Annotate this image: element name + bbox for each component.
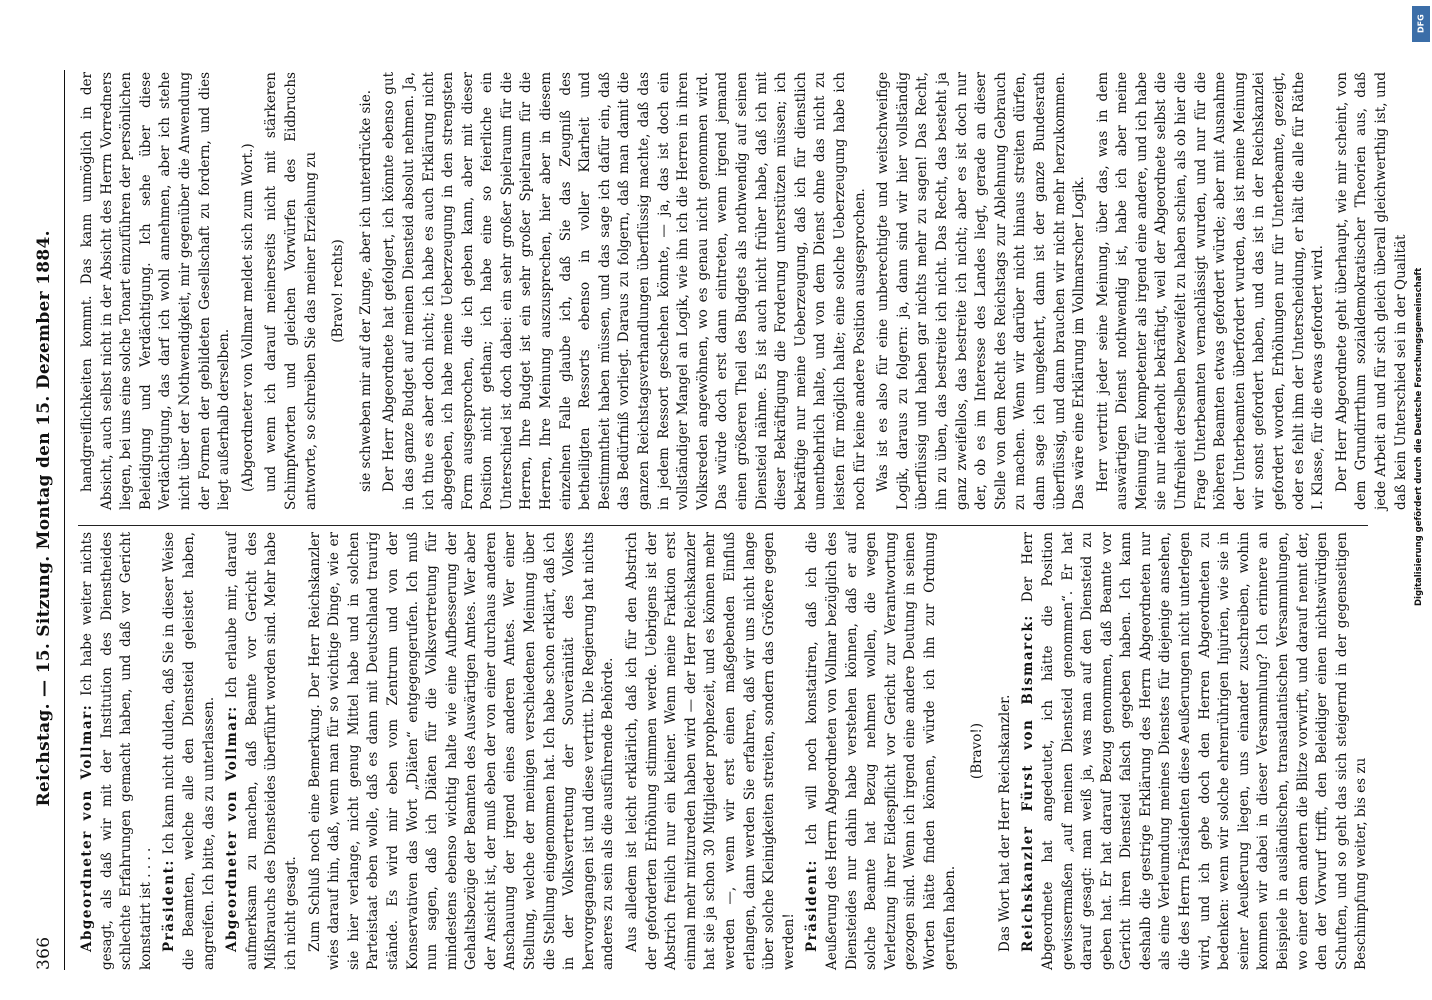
speech-paragraph [1333, 72, 1411, 510]
speech-text: Aus alledem ist leicht erklärlich, daß ich für den Abstrich der geforderten Erhöhung stimmen werde. Uebrigens ist der Abstrich freilich nur ein kleiner. Wenn meine Fraktion erst einmal mehr mitzureden haben wird — der Herr Reichskanzler hat sie ja schon 30 Mitglieder prophezeit, und es können mehr werden —, wenn wir erst einen maßgebenden Einfluß erlangen, dann werden Sie erfahren, daß wir uns nicht lange über solche Kleinigkeiten streiten, sondern das Größere gegen werden! [624, 532, 797, 970]
speech-text: Herr vertritt jeder seine Meinung, über das, was in dem auswärtigen Dienst nothwendig ist, habe ich aber meine Meinung für kompetenter als irgend eine andere, und ich habe sie nur niederholt bekräftigt, weil der Abgeordnete selbst die Unfreiheit derselben bezweifelt zu haben schien, als ob hier die Frage Unterbeamten vernachlässigt wurden, und nur für die höheren Beamten etwas gefordert würde; aber mit Ausnahme der Unterbeamten überfordert wurden, das ist meine Meinung wir sonst gefordert haben, und das ist in der Reichskanzlei gefordert worden, Erhöhungen nur für Unterbeamte, gezeigt, oder es fehlt ihm der Unterscheidung, er hält die alle für Räthe I. Klasse, für die etwas gefordert wird. [1094, 72, 1327, 510]
speech-text: (Abgeordneter von Vollmar meldet sich zum Wort.) [239, 143, 256, 492]
speaker-name: Präsident: [804, 859, 821, 952]
speech-text: Ich habe weiter nichts gesagt, als daß wir mit der Institution des Dienstheides schlechte Erfahrungen gemacht haben, und daß vor Gericht konstatirt ist . . . . [79, 531, 154, 970]
speech-paragraph [78, 532, 156, 970]
dfg-logo: DFG [1412, 6, 1430, 42]
speech-paragraph [874, 72, 1090, 510]
speech-paragraph [306, 532, 620, 970]
speech-paragraph [803, 532, 960, 970]
column-rule [78, 525, 1368, 526]
speech-text: Das Wort hat der Herr Reichskanzler. [996, 694, 1013, 952]
speech-text: sie schweben mir auf der Zunge, aber ich unterdrücke sie. [357, 89, 374, 492]
right-column [78, 72, 1409, 510]
speech-text: Zum Schluß noch eine Bemerkung. Der Herr Reichskanzler wies darauf hin, daß, wenn man für so wichtige Dinge, wie er sie hier verlange, nicht genug Mittel habe und in solchen Parteistaat eben wolle, daß es dann mit Deutschland traurig stände. Es wird mir eben vom Zentrum und von der Konservativen das Wort „Diäten“ entgegengerufen. Ich muß nun sagen, daß ich Diäten für die Volksvertretung für mindestens ebenso wichtig halte wie eine Aufbesserung der Gehaltsbezüge der Beamten des Auswärtigen Amtes. Wer aber der Ansicht ist, der muß eben der von einer durchaus anderen Anschauung der irgend eines anderen Amtes. Wer einer Stellung, welche der meinigen verschiedenen Meinung über die Stellung eingenommen hat. Ich habe schon erklärt, daß ich in der Volksvertretung der Souveränität des Volkes hervorgegangen ist und diese vertritt. Die Regierung hat nichts anderes zu sein als die ausführende Behörde. [306, 532, 617, 970]
speech-paragraph [223, 532, 301, 970]
left-column [78, 532, 1368, 970]
speech-text: Was ist es also für eine unberechtigte und weitschweifige Logik, daraus zu folgern: ja, dann sind wir hier vollständig überflüssig und haben gar nichts mehr zu sagen! Das Recht, ihn zu üben, das bestreite ich nicht. Das Recht, das besteht ja ganz zweifellos, das bestreite ich nicht; aber es ist doch nur der, ob es im Interesse des Landes liegt, gerade an dieser Stelle von dem Recht des Reichstags zur Ablehnung Gebrauch zu machen. Wenn wir darüber nicht hinaus streiten dürfen, dann sage ich umgekehrt, dann ist der ganze Bundesrath überflüssig, und dann brauchen wir nicht mehr herzukommen. Das wäre eine Erklärung im Vollmarscher Logik. [875, 72, 1088, 510]
speech-text: Ich erlaube mir, darauf aufmerksam zu machen, daß Beamte vor Gericht des Mißbrauchs des Diensteides überführt worden sind. Mehr habe ich nicht gesagt. [224, 532, 299, 970]
stage-direction: (Bravo!) [969, 722, 986, 780]
speaker-name: Präsident: [161, 859, 178, 952]
speaker-name: Abgeordneter von Vollmar: [224, 705, 241, 952]
speech-paragraph [78, 72, 235, 510]
speech-text: und wenn ich darauf meinerseits nicht mit stärkeren Schimpfworten und gleichen Vorwürfen des Eidbruchs antworte, so schreiben Sie das meiner Erziehung zu [263, 72, 319, 510]
speech-paragraph [380, 72, 870, 510]
speech-text: handgreiflichkeiten kommt. Das kann unmöglich in der Absicht, auch selbst nicht in der Absicht des Herrn Vorredners liegen, bei uns eine solche Tonart einzuführen der persönlichen Beleidigung und Verdächtigung. Ich sehe über diese Verdächtigung, das darf ich wohl annehmen, aber ich stehe nicht über der Nothwendigkeit, mir gegenüber die Anwendung der Formen der gebildeten Gesellschaft zu fordern, und dies liegt außerhalb derselben. [79, 72, 233, 510]
speech-text: Der Herr Abgeordnete hat angedeutet, ich hätte die Position gewissermaßen „auf meinen Diensteid genommen“. Er hat darauf gesagt: man weiß ja, was man auf den Diensteid zu geben hat. Er hat darauf Bezug genommen, daß Beamte vor Gericht ihren Diensteid falsch gegeben haben. Ich kann deshalb die gestrige Erklärung des Herrn Abgeordneten nur als eine Verleumdung meines Dienstes für diejenige ansehen, die des Herrn Präsidenten diese Aeußerungen nicht unterlegen wird, und ich gebe doch den Herren Abgeordneten zu bedenken: wenn wir solche ehrenrührigen Injurien, wie sie in seiner Aeußerung liegen, uns einander zuschreiben, wohin kommen wir dabei in dieser Versammlung? Ich erinnere an Beispiele in ausländischen, transatlantischen Versammlungen, wo einer dem andern die Blitze vorwirft, und darauf nennt der, den der Vorwurf trifft, den Beleidiger einen nichtswürdigen Schuften, und so geht das sich steigernd in der gegenseitigen Beschimpfung weiter, bis es zu [1020, 531, 1370, 970]
speech-paragraph [160, 532, 219, 970]
stage-direction: (Bravo! rechts) [330, 239, 347, 343]
speech-text: Der Herr Abgeordnete hat gefolgert, ich könnte ebenso gut in das ganze Budget auf meinen Diensteid absolut nehmen. Ja, ich thue es aber doch nicht; ich habe es auch Erklärung nicht abgegeben, ich habe meine Ueberzeugung in den strengsten Form ausgesprochen, die ich geben kann, aber mit dieser Position nicht gethan; ich habe eine so feierliche ein Unterschied ist doch dabei: ein sehr großer Spielraum für die Herren, Ihre Budget ist ein sehr großer Spielraum für die Herren, Ihre Meinung auszusprechen, hier aber in diesem einzelnen Falle glaube ich, daß Sie das Zeugniß des betheiligten Ressorts ebenso in voller Klarheit und Bestimmtheit haben müssen, und das sage ich dafür ein, daß das Bedürfniß vorliegt. Daraus zu folgern, daß man damit die ganzen Reichstagsverhandlungen überflüssig machte, daß das in jedem Ressort geschehen könnte, — ja, das ist doch ein vollständiger Mangel an Logik, wie ihn ich die Herren in ihren Volksreden angewöhnen, wo es genau nicht genommen wird. Das würde doch erst dann eintreten, wenn irgend jemand einen größeren Theil des Budgets als nothwendig auf seinen Diensteid nähme. Es ist auch nicht früher habe, daß ich mit dieser Bekräftigung die Forderung unterstützen müssen; ich bekräftige nur meine Ueberzeugung, daß ich für dienstlich unentbehrlich halte, und von dem Dienst ohne das nicht zu leisten für möglich halte; eine solche Ueberzeugung habe ich noch für keine andere Position ausgesprochen. [381, 72, 868, 510]
speech-paragraph [262, 72, 321, 510]
speech-text: Der Herr Abgeordnete geht überhaupt, wie mir scheint, von dem Grundirrthum sozialdemokratischer Theorien aus, daß jede Arbeit an und für sich gleich überall gleichwerthig ist, und daß kein Unterschied sei in der Qualität [1333, 72, 1409, 510]
speech-text: Ich will noch konstatiren, daß ich die Aeußerung des Herrn Abgeordneten von Vollmar bezüglich des Diensteides nur dahin habe verstehen können, daß er auf solche Beamte hat Bezug nehmen wollen, die wegen Verletzung ihrer Eidespflicht vor Gericht zur Verantwortung gezogen sind. Wenn ich irgend eine andere Deutung in seinen Worten hätte finden können, würde ich ihn zur Ordnung gerufen haben. [804, 532, 958, 970]
speech-text: Ich kann nicht dulden, daß Sie in dieser Weise die Beamten, welche alle den Diensteid geleistet haben, angreifen. Ich bitte, das zu unterlassen. [161, 532, 217, 970]
speaker-name: Reichskanzler Fürst von Bismarck: [1020, 614, 1037, 952]
speech-paragraph [1019, 532, 1372, 970]
rotated-page-content [20, 40, 1410, 1000]
running-header [34, 70, 65, 970]
speech-paragraph [996, 532, 1016, 970]
speech-paragraph [357, 72, 377, 510]
speech-paragraph [623, 532, 799, 970]
speech-paragraph [1094, 72, 1329, 510]
speaker-name: Abgeordneter von Vollmar: [79, 703, 95, 952]
header-title: Reichstag. — 15. Sitzung. Montag den 15. Dezember 1884. [34, 230, 54, 807]
speech-paragraph [239, 72, 259, 510]
digitization-note: Digitalisierung gefördert durch die Deutsche Forschungsgemeinschaft [1414, 267, 1424, 606]
page-number: 366 [34, 936, 54, 970]
